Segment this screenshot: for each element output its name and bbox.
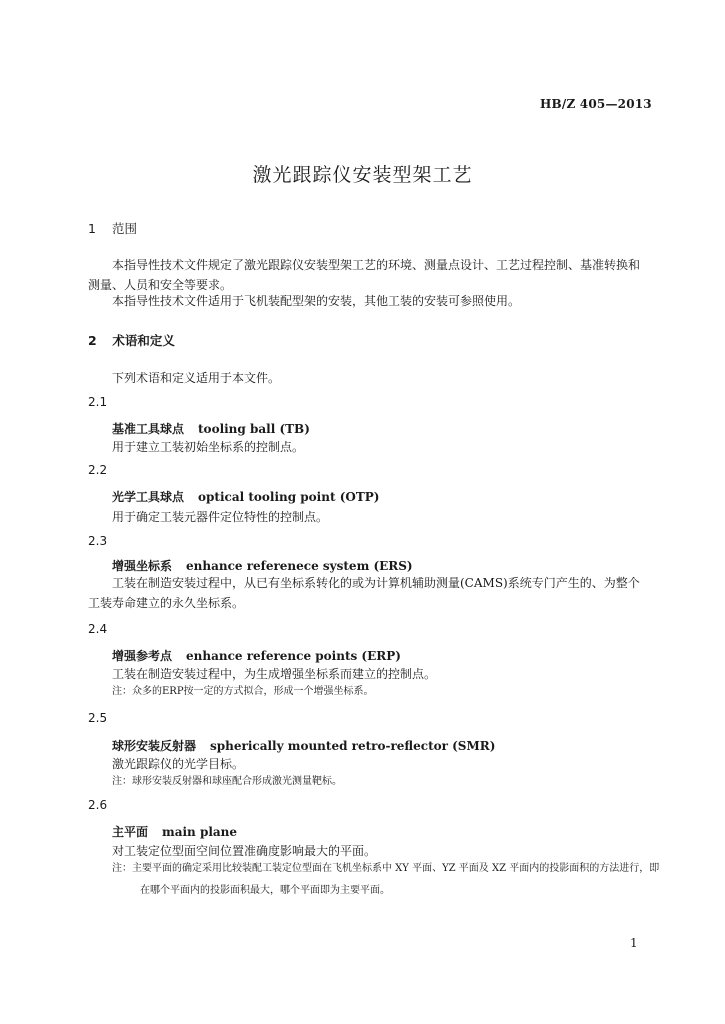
term-number: 2.4 bbox=[88, 622, 108, 636]
section-2-heading bbox=[88, 331, 175, 349]
document-title: 激光跟踪仪安装型架工艺 bbox=[252, 164, 473, 186]
scope-paragraph-1: 本指导性技术文件规定了激光跟踪仪安装型架工艺的环境、测量点设计、工艺过程控制、基准转换和测量、人员和安全等要求。 bbox=[88, 258, 641, 292]
term-note: 注：球形安装反射器和球座配合形成激光测量靶标。 bbox=[112, 776, 342, 787]
term-number: 2.2 bbox=[88, 463, 108, 477]
term-definition: 工装在制造安装过程中，从已有坐标系转化的或为计算机辅助测量(CAMS)系统专门产生的、为整个工装寿命建立的永久坐标系。 bbox=[88, 576, 640, 610]
term-definition: 用于确定工装元器件定位特性的控制点。 bbox=[112, 510, 329, 524]
term-heading bbox=[112, 823, 237, 840]
term-chinese: 增强参考点 bbox=[112, 649, 173, 663]
section-title: 范围 bbox=[111, 221, 137, 236]
term-chinese: 球形安装反射器 bbox=[112, 739, 197, 753]
term-chinese: 基准工具球点 bbox=[112, 422, 185, 436]
term-number: 2.6 bbox=[88, 798, 108, 812]
term-english: tooling ball (TB) bbox=[198, 422, 310, 436]
section-1-heading bbox=[88, 219, 137, 237]
term-english: spherically mounted retro-reflector (SMR) bbox=[210, 739, 496, 753]
section-number: 2 bbox=[88, 333, 97, 348]
term-number: 2.5 bbox=[88, 711, 108, 725]
term-chinese: 主平面 bbox=[112, 825, 149, 839]
scope-paragraph-2: 本指导性技术文件适用于飞机装配型架的安装，其他工装的安装可参照使用。 bbox=[112, 294, 521, 308]
standard-code: HB/Z 405—2013 bbox=[540, 97, 652, 111]
term-heading bbox=[112, 557, 413, 574]
term-definition: 工装在制造安装过程中，为生成增强坐标系而建立的控制点。 bbox=[112, 667, 437, 681]
term-english: enhance referenece system (ERS) bbox=[186, 559, 413, 573]
term-english: optical tooling point (OTP) bbox=[198, 490, 380, 504]
section-title: 术语和定义 bbox=[112, 333, 175, 348]
term-definition: 用于建立工装初始坐标系的控制点。 bbox=[112, 440, 305, 454]
term-heading bbox=[112, 737, 495, 754]
terms-intro: 下列术语和定义适用于本文件。 bbox=[112, 371, 281, 385]
term-english: main plane bbox=[162, 825, 238, 839]
term-english: enhance reference points (ERP) bbox=[186, 649, 401, 663]
term-note: 注：众多的ERP按一定的方式拟合，形成一个增强坐标系。 bbox=[112, 686, 374, 697]
term-heading bbox=[112, 420, 310, 437]
term-definition: 激光跟踪仪的光学目标。 bbox=[112, 757, 245, 771]
term-note: 注：主要平面的确定采用比较装配工装定位型面在飞机坐标系中 XY 平面、YZ 平面及 XZ 平面内的投影面积的方法进行，即在哪个平面内的投影面积最大，哪个平面即为主要平面。 bbox=[112, 863, 660, 896]
term-heading bbox=[112, 488, 379, 505]
term-number: 2.1 bbox=[88, 395, 108, 409]
section-number: 1 bbox=[88, 221, 96, 236]
page-number: 1 bbox=[630, 936, 638, 950]
term-chinese: 光学工具球点 bbox=[112, 490, 185, 504]
term-chinese: 增强坐标系 bbox=[112, 559, 173, 573]
term-number: 2.3 bbox=[88, 534, 108, 548]
term-heading bbox=[112, 647, 401, 664]
term-definition: 对工装定位型面空间位置准确度影响最大的平面。 bbox=[112, 844, 377, 858]
